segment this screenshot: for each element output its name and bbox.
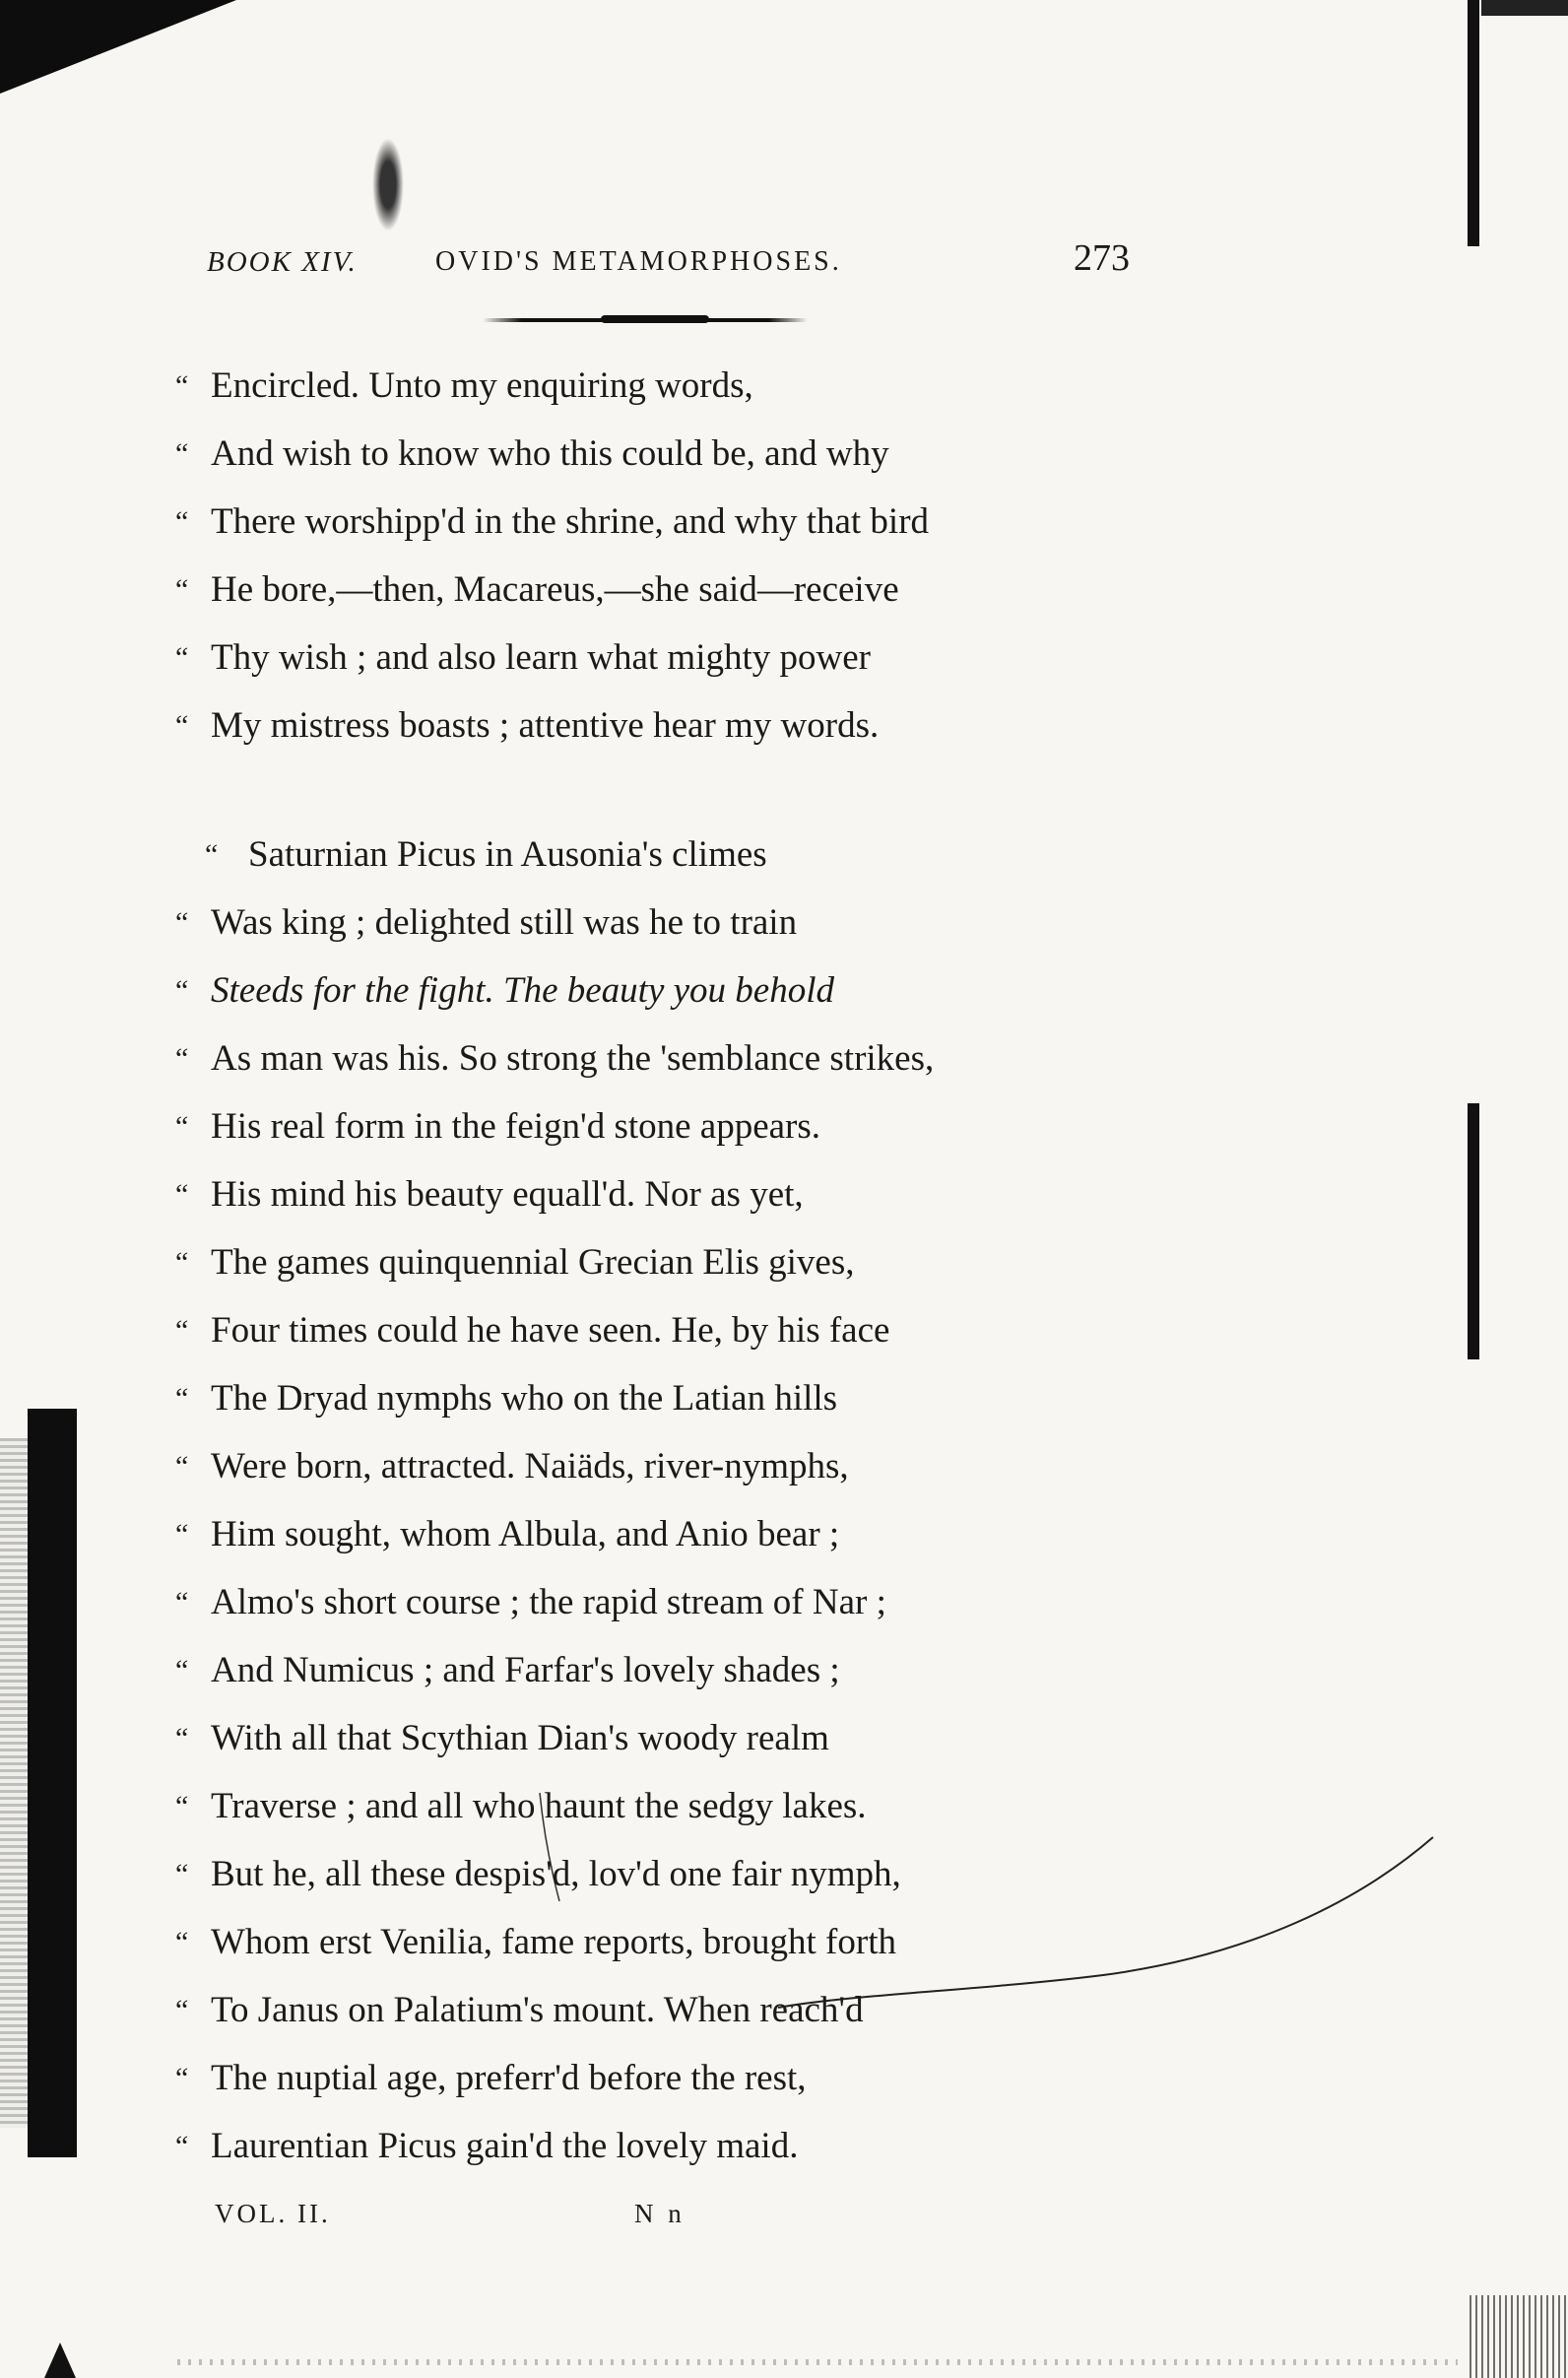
quote-mark: “ [175, 573, 189, 606]
verse-text: There worshipp'd in the shrine, and why that bird [211, 501, 930, 542]
verse-text: Traverse ; and all who haunt the sedgy lakes. [211, 1786, 867, 1826]
verse-text: Him sought, whom Albula, and Anio bear ; [211, 1514, 840, 1554]
volume-signature: VOL. II. [215, 2199, 331, 2228]
quote-mark: “ [175, 437, 189, 470]
verse-text: And Numicus ; and Farfar's lovely shades ; [211, 1650, 840, 1690]
verse-text: The games quinquennial Grecian Elis gives, [211, 1242, 855, 1283]
verse-text: Was king ; delighted still was he to train [211, 902, 798, 943]
quote-mark: “ [175, 641, 189, 674]
quote-mark: “ [175, 1382, 189, 1415]
verse-text: His real form in the feign'd stone appears. [211, 1106, 821, 1147]
verse-text: The nuptial age, preferr'd before the rest, [211, 2058, 807, 2098]
page-number: 273 [1074, 237, 1130, 279]
quote-mark: “ [175, 1654, 189, 1686]
verse-text: Steeds for the fight. The beauty you behold [211, 970, 834, 1011]
verse-text: The Dryad nymphs who on the Latian hills [211, 1378, 838, 1419]
book-label: BOOK XIV. [207, 246, 358, 278]
header-rule-center [601, 315, 709, 323]
quote-mark: “ [175, 1722, 189, 1754]
verse-text: And wish to know who this could be, and why [211, 433, 889, 474]
quote-mark: “ [175, 1246, 189, 1279]
quote-mark: “ [175, 1042, 189, 1075]
verse-text: Laurentian Picus gain'd the lovely maid. [211, 2126, 799, 2166]
verse-text: Encircled. Unto my enquiring words, [211, 365, 753, 406]
quote-mark: “ [175, 1110, 189, 1143]
quote-mark: “ [175, 906, 189, 939]
quote-mark: “ [175, 1178, 189, 1211]
verse-text: My mistress boasts ; attentive hear my words. [211, 705, 880, 746]
verse-text: Four times could he have seen. He, by his face [211, 1310, 890, 1351]
verse-text: But he, all these despis'd, lov'd one fair nymph, [211, 1854, 901, 1894]
quote-mark: “ [175, 1790, 189, 1822]
verse-text: Thy wish ; and also learn what mighty power [211, 637, 871, 678]
quote-mark: “ [175, 709, 189, 742]
verse-text: He bore,—then, Macareus,—she said—receive [211, 569, 899, 610]
quote-mark: “ [175, 2062, 189, 2094]
quote-mark: “ [175, 369, 189, 402]
quote-mark: “ [205, 838, 219, 871]
quote-mark: “ [175, 505, 189, 538]
verse-text: Almo's short course ; the rapid stream of Nar ; [211, 1582, 886, 1622]
verse-text: Saturnian Picus in Ausonia's climes [248, 834, 767, 875]
quote-mark: “ [175, 2130, 189, 2162]
gathering-mark: N n [634, 2199, 686, 2228]
verse-text: To Janus on Palatium's mount. When reach'd [211, 1990, 864, 2030]
running-title: OVID'S METAMORPHOSES. [435, 246, 842, 277]
verse-text: His mind his beauty equall'd. Nor as yet, [211, 1174, 804, 1215]
quote-mark: “ [175, 1994, 189, 2026]
verse-text: As man was his. So strong the 'semblance strikes, [211, 1038, 935, 1079]
quote-mark: “ [175, 1926, 189, 1958]
quote-mark: “ [175, 1858, 189, 1890]
quote-mark: “ [175, 1314, 189, 1347]
quote-mark: “ [175, 1450, 189, 1483]
quote-mark: “ [175, 1586, 189, 1618]
quote-mark: “ [175, 974, 189, 1007]
running-header [207, 232, 1221, 292]
verse-text: Whom erst Venilia, fame reports, brought forth [211, 1922, 896, 1962]
verse-text: Were born, attracted. Naiäds, river-nymphs, [211, 1446, 849, 1486]
quote-mark: “ [175, 1518, 189, 1551]
verse-text: With all that Scythian Dian's woody realm [211, 1718, 829, 1758]
